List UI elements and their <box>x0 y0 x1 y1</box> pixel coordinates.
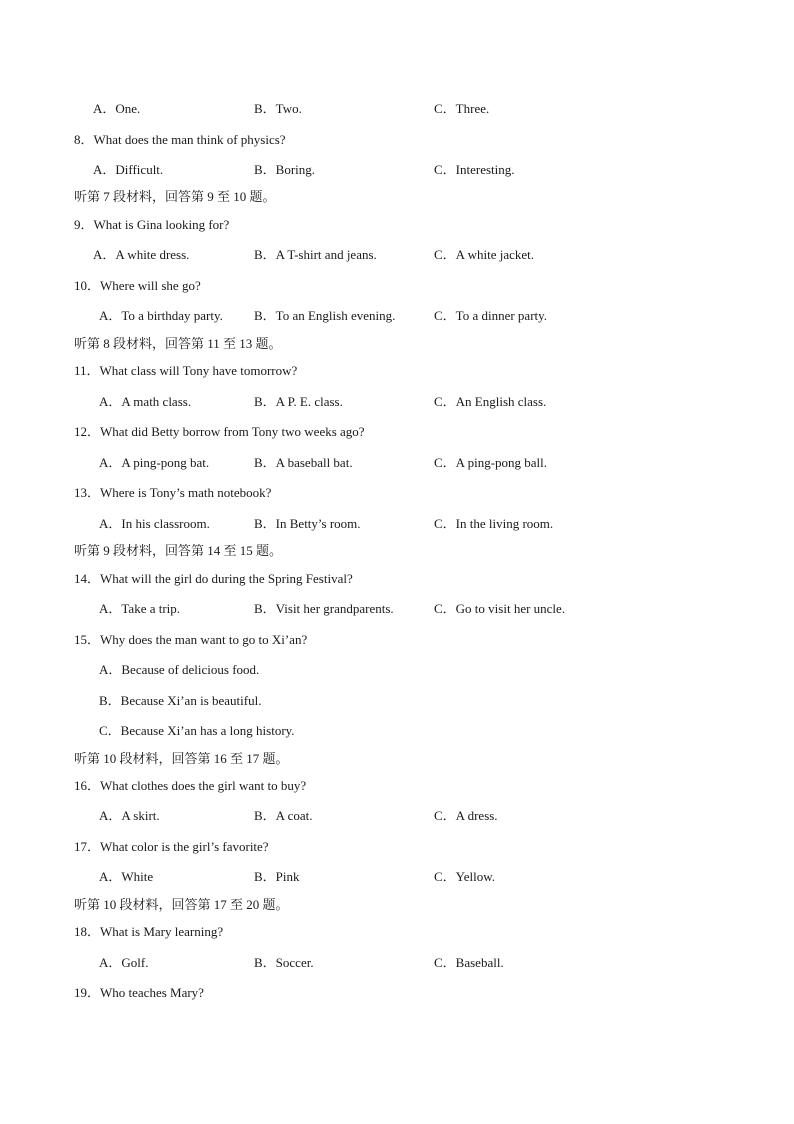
question-14: 14．What will the girl do during the Spring Festival? <box>74 571 353 586</box>
options-row <box>0 246 794 264</box>
question-row <box>0 216 794 234</box>
option-a: A．Take a trip. <box>99 601 181 616</box>
option-b: B．A baseball bat. <box>254 455 353 470</box>
option-c: C．Because Xi’an has a long history. <box>99 723 295 738</box>
question-row <box>0 984 794 1002</box>
option-b: B．Pink <box>254 869 300 884</box>
question-row <box>0 362 794 380</box>
option-a: A．Difficult. <box>93 162 164 177</box>
question-row <box>0 923 794 941</box>
option-c: C．To a dinner party. <box>434 308 548 323</box>
option-b: B．Visit her grandparents. <box>254 601 394 616</box>
question-8: 8．What does the man think of physics? <box>74 132 286 147</box>
section-text: 听第 10 段材料，回答第 17 至 20 题。 <box>74 897 289 912</box>
option-b: B．Boring. <box>254 162 316 177</box>
option-a: A．To a birthday party. <box>99 308 223 323</box>
section-instruction <box>0 335 794 353</box>
options-row <box>0 954 794 972</box>
option-row-single <box>0 661 794 679</box>
section-instruction <box>0 896 794 914</box>
options-row <box>0 161 794 179</box>
options-row <box>0 807 794 825</box>
option-c: C．A white jacket. <box>434 247 535 262</box>
option-a: A．A math class. <box>99 394 192 409</box>
question-9: 9．What is Gina looking for? <box>74 217 230 232</box>
options-row <box>0 100 794 118</box>
question-11: 11．What class will Tony have tomorrow? <box>74 363 298 378</box>
section-instruction <box>0 188 794 206</box>
section-instruction <box>0 542 794 560</box>
section-text: 听第 7 段材料，回答第 9 至 10 题。 <box>74 189 276 204</box>
question-row <box>0 570 794 588</box>
option-c: C．Go to visit her uncle. <box>434 601 566 616</box>
section-text: 听第 8 段材料，回答第 11 至 13 题。 <box>74 336 282 351</box>
option-b: B．A P. E. class. <box>254 394 343 409</box>
question-row <box>0 484 794 502</box>
question-row <box>0 131 794 149</box>
option-c: C．Interesting. <box>434 162 515 177</box>
option-b: B．A coat. <box>254 808 313 823</box>
option-c: C．Yellow. <box>434 869 496 884</box>
option-a: A．One. <box>93 101 141 116</box>
section-text: 听第 10 段材料，回答第 16 至 17 题。 <box>74 751 289 766</box>
options-row <box>0 393 794 411</box>
option-b: B．In Betty’s room. <box>254 516 361 531</box>
option-c: C．A dress. <box>434 808 498 823</box>
options-row <box>0 307 794 325</box>
options-row <box>0 515 794 533</box>
question-15: 15．Why does the man want to go to Xi’an? <box>74 632 308 647</box>
option-row-single <box>0 722 794 740</box>
option-b: B．Two. <box>254 101 302 116</box>
question-row <box>0 777 794 795</box>
option-a: A．In his classroom. <box>99 516 210 531</box>
options-row <box>0 868 794 886</box>
option-b: B．To an English evening. <box>254 308 396 323</box>
option-b: B．A T-shirt and jeans. <box>254 247 377 262</box>
question-row <box>0 423 794 441</box>
question-row <box>0 631 794 649</box>
option-a: A．White <box>99 869 154 884</box>
option-a: A．Because of delicious food. <box>99 662 260 677</box>
option-b: B．Soccer. <box>254 955 314 970</box>
option-row-single <box>0 692 794 710</box>
section-instruction <box>0 750 794 768</box>
option-c: C．A ping-pong ball. <box>434 455 548 470</box>
option-b: B．Because Xi’an is beautiful. <box>99 693 262 708</box>
options-row <box>0 600 794 618</box>
question-row <box>0 277 794 295</box>
question-19: 19．Who teaches Mary? <box>74 985 204 1000</box>
question-18: 18．What is Mary learning? <box>74 924 224 939</box>
option-c: C．An English class. <box>434 394 547 409</box>
option-c: C．Baseball. <box>434 955 504 970</box>
question-10: 10．Where will she go? <box>74 278 201 293</box>
option-a: A．A white dress. <box>93 247 190 262</box>
question-16: 16．What clothes does the girl want to buy? <box>74 778 307 793</box>
question-row <box>0 838 794 856</box>
option-c: C．Three. <box>434 101 490 116</box>
section-text: 听第 9 段材料，回答第 14 至 15 题。 <box>74 543 283 558</box>
option-a: A．Golf. <box>99 955 149 970</box>
question-13: 13．Where is Tony’s math notebook? <box>74 485 272 500</box>
options-row <box>0 454 794 472</box>
option-c: C．In the living room. <box>434 516 554 531</box>
question-12: 12．What did Betty borrow from Tony two weeks ago? <box>74 424 365 439</box>
question-17: 17．What color is the girl’s favorite? <box>74 839 269 854</box>
option-a: A．A ping-pong bat. <box>99 455 210 470</box>
option-a: A．A skirt. <box>99 808 160 823</box>
